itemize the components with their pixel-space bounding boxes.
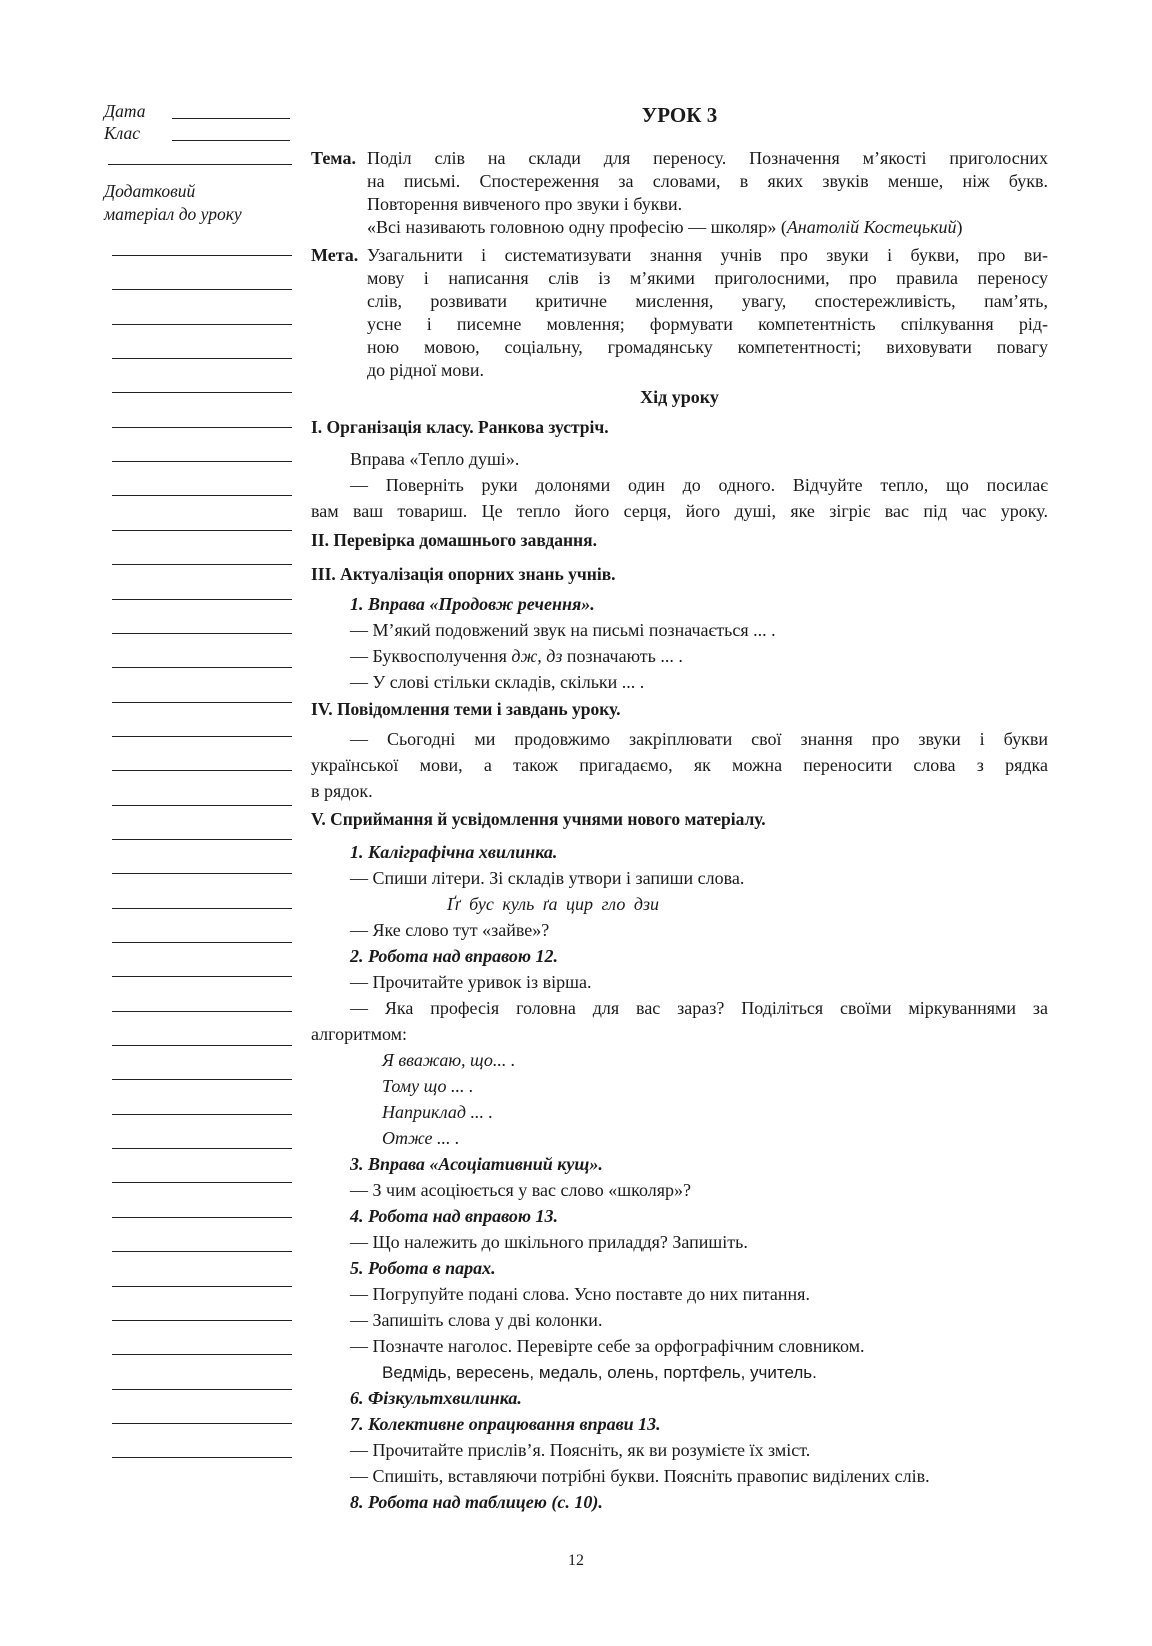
note-line[interactable] [112, 839, 292, 840]
theme-label: Тема. [311, 148, 356, 168]
goal-line-1: Узагальнити і систематизувати знання учнів про звуки і букви, про ви- [367, 245, 1048, 265]
note-line[interactable] [112, 1320, 292, 1321]
note-line[interactable] [112, 530, 292, 531]
note-line[interactable] [112, 1148, 292, 1149]
note-line[interactable] [112, 908, 292, 909]
s3-line-2c: позначають ... . [562, 646, 683, 666]
note-line[interactable] [112, 1045, 292, 1046]
extra-material-label-2: матеріал до уроку [104, 204, 242, 224]
note-line[interactable] [112, 392, 292, 393]
s5-e5-line-1: — Погрупуйте подані слова. Усно поставте до них питання. [350, 1284, 810, 1304]
s3-line-1: — М’який подовжений звук на письмі позначається ... . [350, 620, 776, 640]
note-line[interactable] [112, 461, 292, 462]
extra-field[interactable] [108, 164, 292, 165]
s5-e7-line-1: — Прочитайте прислів’я. Поясніть, як ви розумієте їх зміст. [350, 1440, 811, 1460]
note-line[interactable] [112, 873, 292, 874]
s5-e2-line-3: алгоритмом: [311, 1024, 408, 1044]
s3-line-3: — У слові стільки складів, скільки ... . [350, 672, 645, 692]
note-line[interactable] [112, 1217, 292, 1218]
quote-text: «Всі називають головною одну професію — школяр» ( [367, 217, 787, 237]
section-1-title: I. Організація класу. Ранкова зустріч. [311, 417, 609, 437]
note-line[interactable] [112, 564, 292, 565]
note-line[interactable] [112, 976, 292, 977]
page-number: 12 [568, 1552, 584, 1569]
s5-exercise-8: 8. Робота над таблицею (с. 10). [350, 1492, 603, 1512]
quote-author: Анатолій Костецький [786, 217, 957, 237]
note-line[interactable] [112, 1354, 292, 1355]
note-line[interactable] [112, 633, 292, 634]
note-line[interactable] [112, 1457, 292, 1458]
s4-line-3: в рядок. [311, 781, 373, 801]
algorithm-1: Я вважаю, що... . [382, 1050, 516, 1070]
note-line[interactable] [112, 805, 292, 806]
goal-line-5: ною мовою, соціальну, громадянську компетентності; виховувати повагу [367, 337, 1048, 357]
s5-e5-words: Ведмідь, вересень, медаль, олень, портфель, учитель. [382, 1363, 817, 1382]
note-line[interactable] [112, 358, 292, 359]
theme-quote [367, 215, 1048, 240]
note-line[interactable] [112, 324, 292, 325]
note-line[interactable] [112, 702, 292, 703]
s5-exercise-3: 3. Вправа «Асоціативний кущ». [350, 1154, 603, 1174]
algorithm-4: Отже ... . [382, 1128, 460, 1148]
section-3-title: III. Актуалізація опорних знань учнів. [311, 564, 616, 584]
note-line[interactable] [112, 770, 292, 771]
note-line[interactable] [112, 1011, 292, 1012]
note-line[interactable] [112, 1286, 292, 1287]
note-line[interactable] [112, 667, 292, 668]
s5-e2-line-2: — Яка професія головна для вас зараз? Поділіться своїми міркуваннями за [350, 998, 1048, 1018]
note-line[interactable] [112, 495, 292, 496]
goal-line-3: слів, розвивати критичне мислення, увагу, спостережливість, пам’ять, [367, 291, 1048, 311]
extra-material-label-1: Додатковий [104, 181, 196, 201]
goal-label: Мета. [311, 245, 359, 265]
note-line[interactable] [112, 1079, 292, 1080]
goal-line-4: усне і писемне мовлення; формувати компетентність спілкування рід- [367, 314, 1048, 334]
note-line[interactable] [112, 1423, 292, 1424]
date-field[interactable] [172, 118, 290, 119]
s5-exercise-5: 5. Робота в парах. [350, 1258, 496, 1278]
section-2-title: II. Перевірка домашнього завдання. [311, 530, 597, 550]
s5-e7-line-2: — Спишіть, вставляючи потрібні букви. Поясніть правопис виділених слів. [350, 1466, 930, 1486]
algorithm-3: Наприклад ... . [382, 1102, 493, 1122]
course-heading: Хід уроку [640, 387, 719, 407]
note-line[interactable] [112, 736, 292, 737]
s5-exercise-2: 2. Робота над вправою 12. [350, 946, 559, 966]
class-label: Клас [104, 123, 140, 143]
s3-line-2b: дж, дз [511, 646, 563, 666]
s5-e5-line-2: — Запишіть слова у дві колонки. [350, 1310, 603, 1330]
quote-close: ) [956, 217, 963, 237]
s4-line-2: української мови, а також пригадаємо, як можна переносити слова з рядка [311, 755, 1048, 775]
goal-line-6: до рідної мови. [367, 360, 484, 380]
s4-line-1: — Сьогодні ми продовжимо закріплювати свої знання про звуки і букви [350, 729, 1048, 749]
note-line[interactable] [112, 1182, 292, 1183]
note-line[interactable] [112, 289, 292, 290]
note-line[interactable] [112, 427, 292, 428]
s5-e2-line-1: — Прочитайте уривок із вірша. [350, 972, 592, 992]
s5-e4-line-1: — Що належить до шкільного приладдя? Запишіть. [350, 1232, 748, 1252]
s3-line-2 [350, 644, 1087, 669]
goal-line-2: мову і написання слів із м’якими приголосними, про правила переносу [367, 268, 1048, 288]
theme-line-1: Поділ слів на склади для переносу. Позначення м’якості приголосних [367, 148, 1048, 168]
s3-line-2a: — Буквосполучення [350, 646, 512, 666]
algorithm-2: Тому що ... . [382, 1076, 474, 1096]
theme-line-3: Повторення вивченого про звуки і букви. [367, 194, 683, 214]
note-line[interactable] [112, 1114, 292, 1115]
note-line[interactable] [112, 942, 292, 943]
note-line[interactable] [112, 1389, 292, 1390]
s5-e1-line-3: — Яке слово тут «зайве»? [350, 920, 550, 940]
note-line[interactable] [112, 1251, 292, 1252]
lesson-title: УРОК 3 [641, 103, 718, 127]
s5-exercise-7: 7. Колективне опрацювання вправи 13. [350, 1414, 661, 1434]
s5-e5-line-3: — Позначте наголос. Перевірте себе за орфографічним словником. [350, 1336, 865, 1356]
note-line[interactable] [112, 255, 292, 256]
s5-e1-syllables: Ґґ бус куль ґа цир гло дзи [447, 894, 659, 914]
s1-line-3: вам ваш товариш. Це тепло його серця, його душі, яке зігріє вас під час уроку. [311, 501, 1048, 521]
s1-line-1: Вправа «Тепло душі». [350, 449, 520, 469]
section-4-title: IV. Повідомлення теми і завдань уроку. [311, 699, 621, 719]
s3-exercise: 1. Вправа «Продовж речення». [350, 594, 595, 614]
class-field[interactable] [172, 140, 290, 141]
section-5-title: V. Сприймання й усвідомлення учнями нового матеріалу. [311, 809, 766, 829]
s5-exercise-4: 4. Робота над вправою 13. [350, 1206, 559, 1226]
s5-exercise-6: 6. Фізкультхвилинка. [350, 1388, 522, 1408]
note-line[interactable] [112, 599, 292, 600]
s5-exercise-1: 1. Каліграфічна хвилинка. [350, 842, 558, 862]
date-label: Дата [104, 101, 146, 121]
theme-line-2: на письмі. Спостереження за словами, в яких звуків менше, ніж букв. [367, 171, 1048, 191]
s5-e3-line-1: — З чим асоціюється у вас слово «школяр»? [350, 1180, 692, 1200]
s5-e1-line-1: — Спиши літери. Зі складів утвори і запиши слова. [350, 868, 745, 888]
s1-line-2: — Поверніть руки долонями один до одного. Відчуйте тепло, що посилає [350, 475, 1048, 495]
